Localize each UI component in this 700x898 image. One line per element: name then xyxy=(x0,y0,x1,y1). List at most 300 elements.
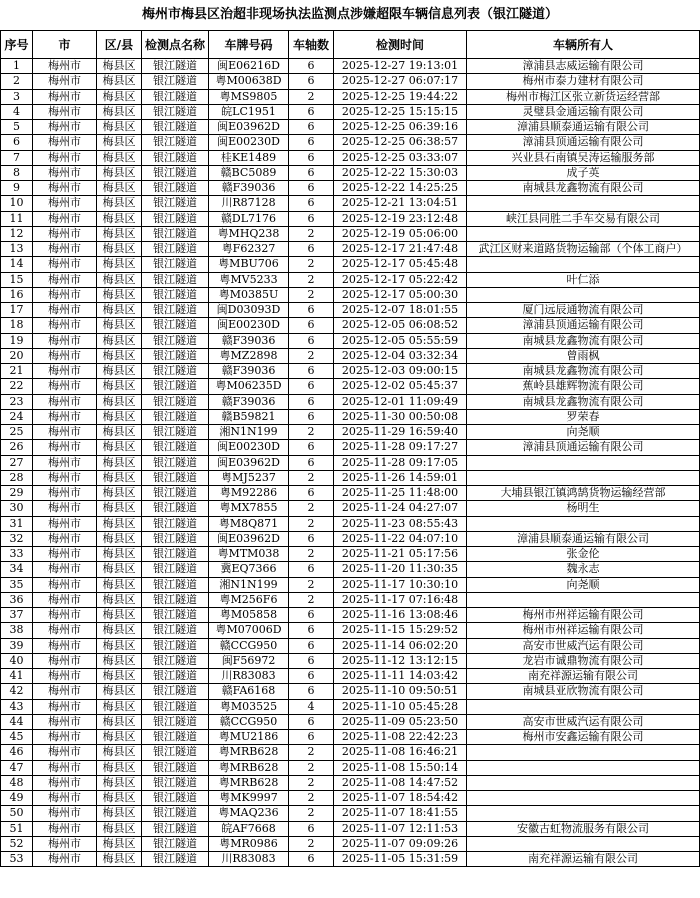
cell-checkpoint: 银江隧道 xyxy=(142,59,209,74)
cell-checkpoint: 银江隧道 xyxy=(142,577,209,592)
cell-plate: 粤M05858 xyxy=(209,608,289,623)
cell-district: 梅县区 xyxy=(97,470,142,485)
table-row xyxy=(1,425,700,440)
cell-index: 15 xyxy=(1,272,33,287)
cell-time: 2025-11-16 13:08:46 xyxy=(334,608,467,623)
table-row xyxy=(1,120,700,135)
cell-axles: 6 xyxy=(289,486,334,501)
cell-time: 2025-11-20 11:30:35 xyxy=(334,562,467,577)
cell-plate: 赣F39036 xyxy=(209,364,289,379)
cell-axles: 6 xyxy=(289,196,334,211)
cell-checkpoint: 银江隧道 xyxy=(142,303,209,318)
cell-owner: 向尧顺 xyxy=(467,577,700,592)
cell-district: 梅县区 xyxy=(97,409,142,424)
cell-owner xyxy=(467,592,700,607)
cell-index: 24 xyxy=(1,409,33,424)
table-row xyxy=(1,165,700,180)
table-row xyxy=(1,699,700,714)
cell-owner: 灵璧县金通运输有限公司 xyxy=(467,104,700,119)
cell-district: 梅县区 xyxy=(97,226,142,241)
cell-checkpoint: 银江隧道 xyxy=(142,730,209,745)
cell-city: 梅州市 xyxy=(33,791,97,806)
cell-checkpoint: 银江隧道 xyxy=(142,501,209,516)
cell-checkpoint: 银江隧道 xyxy=(142,547,209,562)
cell-time: 2025-11-22 04:07:10 xyxy=(334,531,467,546)
cell-checkpoint: 银江隧道 xyxy=(142,608,209,623)
cell-district: 梅县区 xyxy=(97,135,142,150)
cell-district: 梅县区 xyxy=(97,364,142,379)
cell-index: 6 xyxy=(1,135,33,150)
cell-index: 18 xyxy=(1,318,33,333)
cell-index: 31 xyxy=(1,516,33,531)
cell-owner: 高安市世威汽运有限公司 xyxy=(467,714,700,729)
cell-plate: 粤MAQ236 xyxy=(209,806,289,821)
cell-checkpoint: 银江隧道 xyxy=(142,486,209,501)
cell-plate: 赣DL7176 xyxy=(209,211,289,226)
cell-checkpoint: 银江隧道 xyxy=(142,89,209,104)
cell-axles: 6 xyxy=(289,455,334,470)
cell-district: 梅县区 xyxy=(97,455,142,470)
cell-district: 梅县区 xyxy=(97,562,142,577)
cell-time: 2025-11-30 00:50:08 xyxy=(334,409,467,424)
cell-owner xyxy=(467,760,700,775)
cell-plate: 粤MU2186 xyxy=(209,730,289,745)
table-row xyxy=(1,379,700,394)
cell-district: 梅县区 xyxy=(97,577,142,592)
cell-district: 梅县区 xyxy=(97,425,142,440)
cell-owner: 南城县龙鑫物流有限公司 xyxy=(467,333,700,348)
cell-time: 2025-12-21 13:04:51 xyxy=(334,196,467,211)
cell-city: 梅州市 xyxy=(33,181,97,196)
cell-plate: 粤M92286 xyxy=(209,486,289,501)
col-header-index: 序号 xyxy=(1,31,33,59)
cell-plate: 粤MRB628 xyxy=(209,760,289,775)
cell-owner: 漳浦县志威运输有限公司 xyxy=(467,59,700,74)
cell-index: 30 xyxy=(1,501,33,516)
cell-time: 2025-12-03 09:00:15 xyxy=(334,364,467,379)
cell-city: 梅州市 xyxy=(33,425,97,440)
cell-time: 2025-11-10 09:50:51 xyxy=(334,684,467,699)
cell-plate: 粤MBU706 xyxy=(209,257,289,272)
cell-checkpoint: 银江隧道 xyxy=(142,318,209,333)
cell-city: 梅州市 xyxy=(33,714,97,729)
cell-city: 梅州市 xyxy=(33,684,97,699)
cell-owner: 杨明生 xyxy=(467,501,700,516)
cell-axles: 6 xyxy=(289,638,334,653)
cell-district: 梅县区 xyxy=(97,74,142,89)
cell-axles: 6 xyxy=(289,364,334,379)
table-row xyxy=(1,791,700,806)
cell-index: 42 xyxy=(1,684,33,699)
cell-plate: 闽E03962D xyxy=(209,120,289,135)
table-row xyxy=(1,470,700,485)
cell-axles: 6 xyxy=(289,242,334,257)
cell-owner: 峡江县同胜二手车交易有限公司 xyxy=(467,211,700,226)
cell-time: 2025-11-25 11:48:00 xyxy=(334,486,467,501)
cell-owner xyxy=(467,806,700,821)
cell-index: 5 xyxy=(1,120,33,135)
cell-axles: 2 xyxy=(289,745,334,760)
cell-owner: 南城县亚欣物流有限公司 xyxy=(467,684,700,699)
cell-checkpoint: 银江隧道 xyxy=(142,791,209,806)
cell-city: 梅州市 xyxy=(33,211,97,226)
cell-city: 梅州市 xyxy=(33,516,97,531)
cell-axles: 6 xyxy=(289,394,334,409)
table-row xyxy=(1,409,700,424)
cell-owner: 漳浦县顶通运输有限公司 xyxy=(467,135,700,150)
cell-plate: 湘N1N199 xyxy=(209,577,289,592)
cell-owner: 南充祥源运输有限公司 xyxy=(467,852,700,867)
table-body xyxy=(1,59,700,867)
cell-city: 梅州市 xyxy=(33,409,97,424)
cell-time: 2025-11-29 16:59:40 xyxy=(334,425,467,440)
table-row xyxy=(1,287,700,302)
cell-axles: 2 xyxy=(289,592,334,607)
cell-owner: 罗荣春 xyxy=(467,409,700,424)
cell-plate: 粤MRB628 xyxy=(209,745,289,760)
cell-district: 梅县区 xyxy=(97,501,142,516)
table-row xyxy=(1,531,700,546)
cell-plate: 粤F62327 xyxy=(209,242,289,257)
cell-district: 梅县区 xyxy=(97,547,142,562)
cell-checkpoint: 银江隧道 xyxy=(142,775,209,790)
cell-plate: 粤M8Q871 xyxy=(209,516,289,531)
cell-axles: 2 xyxy=(289,89,334,104)
cell-index: 32 xyxy=(1,531,33,546)
cell-time: 2025-12-19 05:06:00 xyxy=(334,226,467,241)
cell-city: 梅州市 xyxy=(33,348,97,363)
cell-time: 2025-11-28 09:17:27 xyxy=(334,440,467,455)
cell-city: 梅州市 xyxy=(33,699,97,714)
cell-owner xyxy=(467,775,700,790)
cell-checkpoint: 银江隧道 xyxy=(142,592,209,607)
table-row xyxy=(1,760,700,775)
cell-axles: 6 xyxy=(289,653,334,668)
cell-city: 梅州市 xyxy=(33,562,97,577)
cell-time: 2025-12-05 06:08:52 xyxy=(334,318,467,333)
cell-city: 梅州市 xyxy=(33,455,97,470)
cell-index: 14 xyxy=(1,257,33,272)
cell-plate: 皖AF7668 xyxy=(209,821,289,836)
cell-plate: 粤MTM038 xyxy=(209,547,289,562)
table-row xyxy=(1,196,700,211)
cell-owner: 南充祥源运输有限公司 xyxy=(467,669,700,684)
cell-time: 2025-11-28 09:17:05 xyxy=(334,455,467,470)
cell-plate: 粤MHQ238 xyxy=(209,226,289,241)
cell-index: 10 xyxy=(1,196,33,211)
cell-city: 梅州市 xyxy=(33,287,97,302)
cell-district: 梅县区 xyxy=(97,592,142,607)
cell-time: 2025-11-08 22:42:23 xyxy=(334,730,467,745)
table-row xyxy=(1,547,700,562)
cell-axles: 6 xyxy=(289,684,334,699)
cell-checkpoint: 银江隧道 xyxy=(142,272,209,287)
cell-district: 梅县区 xyxy=(97,730,142,745)
cell-city: 梅州市 xyxy=(33,730,97,745)
cell-checkpoint: 银江隧道 xyxy=(142,638,209,653)
cell-city: 梅州市 xyxy=(33,364,97,379)
cell-city: 梅州市 xyxy=(33,120,97,135)
cell-axles: 2 xyxy=(289,516,334,531)
cell-district: 梅县区 xyxy=(97,120,142,135)
cell-plate: 粤MS9805 xyxy=(209,89,289,104)
cell-axles: 6 xyxy=(289,730,334,745)
cell-time: 2025-12-02 05:45:37 xyxy=(334,379,467,394)
table-row xyxy=(1,638,700,653)
cell-axles: 2 xyxy=(289,470,334,485)
cell-axles: 6 xyxy=(289,409,334,424)
cell-city: 梅州市 xyxy=(33,531,97,546)
cell-plate: 粤M0385U xyxy=(209,287,289,302)
table-row xyxy=(1,562,700,577)
cell-axles: 2 xyxy=(289,272,334,287)
cell-axles: 6 xyxy=(289,74,334,89)
cell-district: 梅县区 xyxy=(97,257,142,272)
cell-city: 梅州市 xyxy=(33,501,97,516)
cell-checkpoint: 银江隧道 xyxy=(142,562,209,577)
cell-index: 50 xyxy=(1,806,33,821)
cell-index: 19 xyxy=(1,333,33,348)
cell-time: 2025-11-08 15:50:14 xyxy=(334,760,467,775)
cell-owner: 漳浦县顶通运输有限公司 xyxy=(467,440,700,455)
cell-checkpoint: 银江隧道 xyxy=(142,425,209,440)
cell-plate: 闽F56972 xyxy=(209,653,289,668)
cell-index: 12 xyxy=(1,226,33,241)
col-header-city: 市 xyxy=(33,31,97,59)
table-row xyxy=(1,592,700,607)
cell-axles: 2 xyxy=(289,577,334,592)
table-row xyxy=(1,181,700,196)
cell-owner: 成子英 xyxy=(467,165,700,180)
cell-owner: 蕉岭县雄辉物流有限公司 xyxy=(467,379,700,394)
cell-checkpoint: 银江隧道 xyxy=(142,104,209,119)
cell-city: 梅州市 xyxy=(33,608,97,623)
cell-axles: 6 xyxy=(289,852,334,867)
cell-index: 37 xyxy=(1,608,33,623)
cell-city: 梅州市 xyxy=(33,852,97,867)
cell-district: 梅县区 xyxy=(97,745,142,760)
cell-checkpoint: 银江隧道 xyxy=(142,226,209,241)
cell-time: 2025-11-12 13:12:15 xyxy=(334,653,467,668)
cell-district: 梅县区 xyxy=(97,516,142,531)
cell-plate: 赣FA6168 xyxy=(209,684,289,699)
cell-owner xyxy=(467,287,700,302)
cell-index: 26 xyxy=(1,440,33,455)
cell-checkpoint: 银江隧道 xyxy=(142,394,209,409)
cell-axles: 2 xyxy=(289,791,334,806)
cell-index: 7 xyxy=(1,150,33,165)
cell-district: 梅县区 xyxy=(97,714,142,729)
cell-city: 梅州市 xyxy=(33,486,97,501)
cell-owner: 厦门远辰通物流有限公司 xyxy=(467,303,700,318)
cell-owner: 武江区财来道路货物运输部（个体工商户） xyxy=(467,242,700,257)
cell-index: 51 xyxy=(1,821,33,836)
cell-city: 梅州市 xyxy=(33,135,97,150)
table-row xyxy=(1,684,700,699)
cell-district: 梅县区 xyxy=(97,318,142,333)
cell-plate: 闽E03962D xyxy=(209,455,289,470)
cell-city: 梅州市 xyxy=(33,592,97,607)
cell-checkpoint: 银江隧道 xyxy=(142,699,209,714)
cell-axles: 6 xyxy=(289,165,334,180)
cell-checkpoint: 银江隧道 xyxy=(142,531,209,546)
table-row xyxy=(1,821,700,836)
table-row xyxy=(1,455,700,470)
cell-index: 1 xyxy=(1,59,33,74)
cell-city: 梅州市 xyxy=(33,242,97,257)
cell-owner xyxy=(467,455,700,470)
cell-index: 17 xyxy=(1,303,33,318)
cell-index: 21 xyxy=(1,364,33,379)
cell-time: 2025-11-08 14:47:52 xyxy=(334,775,467,790)
cell-plate: 赣B59821 xyxy=(209,409,289,424)
cell-city: 梅州市 xyxy=(33,745,97,760)
cell-district: 梅县区 xyxy=(97,348,142,363)
cell-plate: 赣F39036 xyxy=(209,333,289,348)
cell-district: 梅县区 xyxy=(97,669,142,684)
cell-checkpoint: 银江隧道 xyxy=(142,348,209,363)
cell-city: 梅州市 xyxy=(33,653,97,668)
cell-time: 2025-12-17 05:45:48 xyxy=(334,257,467,272)
cell-plate: 川R83083 xyxy=(209,669,289,684)
cell-checkpoint: 银江隧道 xyxy=(142,257,209,272)
table-row xyxy=(1,775,700,790)
cell-city: 梅州市 xyxy=(33,59,97,74)
cell-district: 梅县区 xyxy=(97,623,142,638)
cell-index: 36 xyxy=(1,592,33,607)
cell-checkpoint: 银江隧道 xyxy=(142,181,209,196)
cell-plate: 冀EQ7366 xyxy=(209,562,289,577)
cell-owner: 梅州市泰力建材有限公司 xyxy=(467,74,700,89)
cell-city: 梅州市 xyxy=(33,836,97,851)
table-row xyxy=(1,318,700,333)
cell-district: 梅县区 xyxy=(97,836,142,851)
cell-checkpoint: 银江隧道 xyxy=(142,440,209,455)
cell-city: 梅州市 xyxy=(33,806,97,821)
table-row xyxy=(1,226,700,241)
cell-plate: 桂KE1489 xyxy=(209,150,289,165)
cell-axles: 6 xyxy=(289,714,334,729)
cell-city: 梅州市 xyxy=(33,577,97,592)
col-header-axles: 车轴数 xyxy=(289,31,334,59)
cell-time: 2025-11-23 08:55:43 xyxy=(334,516,467,531)
cell-owner xyxy=(467,196,700,211)
table-row xyxy=(1,104,700,119)
cell-time: 2025-12-22 15:30:03 xyxy=(334,165,467,180)
cell-axles: 6 xyxy=(289,135,334,150)
cell-city: 梅州市 xyxy=(33,303,97,318)
cell-plate: 闽E00230D xyxy=(209,440,289,455)
cell-index: 28 xyxy=(1,470,33,485)
cell-owner xyxy=(467,791,700,806)
cell-district: 梅县区 xyxy=(97,287,142,302)
cell-plate: 闽E00230D xyxy=(209,318,289,333)
table-header-row xyxy=(1,31,700,59)
cell-checkpoint: 银江隧道 xyxy=(142,379,209,394)
cell-owner xyxy=(467,257,700,272)
cell-plate: 赣BC5089 xyxy=(209,165,289,180)
cell-city: 梅州市 xyxy=(33,104,97,119)
cell-time: 2025-12-27 06:07:17 xyxy=(334,74,467,89)
cell-axles: 6 xyxy=(289,821,334,836)
table-row xyxy=(1,211,700,226)
cell-plate: 粤M07006D xyxy=(209,623,289,638)
cell-checkpoint: 银江隧道 xyxy=(142,806,209,821)
cell-axles: 2 xyxy=(289,806,334,821)
table-row xyxy=(1,730,700,745)
table-row xyxy=(1,745,700,760)
cell-index: 44 xyxy=(1,714,33,729)
vehicle-table xyxy=(0,30,700,867)
cell-checkpoint: 银江隧道 xyxy=(142,653,209,668)
table-row xyxy=(1,59,700,74)
cell-district: 梅县区 xyxy=(97,181,142,196)
table-row xyxy=(1,836,700,851)
cell-axles: 2 xyxy=(289,501,334,516)
cell-axles: 6 xyxy=(289,608,334,623)
cell-time: 2025-12-25 03:33:07 xyxy=(334,150,467,165)
cell-time: 2025-11-07 12:11:53 xyxy=(334,821,467,836)
cell-checkpoint: 银江隧道 xyxy=(142,714,209,729)
cell-axles: 6 xyxy=(289,440,334,455)
table-row xyxy=(1,257,700,272)
cell-index: 41 xyxy=(1,669,33,684)
cell-checkpoint: 银江隧道 xyxy=(142,287,209,302)
cell-checkpoint: 银江隧道 xyxy=(142,455,209,470)
cell-time: 2025-11-09 05:23:50 xyxy=(334,714,467,729)
cell-plate: 粤MRB628 xyxy=(209,775,289,790)
table-row xyxy=(1,242,700,257)
table-row xyxy=(1,333,700,348)
table-row xyxy=(1,486,700,501)
cell-owner: 大埔县银江镇鸿鹄货物运输经营部 xyxy=(467,486,700,501)
cell-district: 梅县区 xyxy=(97,196,142,211)
cell-time: 2025-11-21 05:17:56 xyxy=(334,547,467,562)
cell-city: 梅州市 xyxy=(33,196,97,211)
cell-time: 2025-11-26 14:59:01 xyxy=(334,470,467,485)
cell-city: 梅州市 xyxy=(33,150,97,165)
cell-index: 49 xyxy=(1,791,33,806)
cell-index: 22 xyxy=(1,379,33,394)
table-row xyxy=(1,74,700,89)
table-row xyxy=(1,394,700,409)
cell-checkpoint: 银江隧道 xyxy=(142,333,209,348)
cell-axles: 2 xyxy=(289,760,334,775)
table-row xyxy=(1,852,700,867)
cell-city: 梅州市 xyxy=(33,226,97,241)
cell-checkpoint: 银江隧道 xyxy=(142,74,209,89)
cell-checkpoint: 银江隧道 xyxy=(142,196,209,211)
cell-plate: 粤MJ5237 xyxy=(209,470,289,485)
document-title: 梅州市梅县区治超非现场执法监测点涉嫌超限车辆信息列表（银江隧道） xyxy=(141,7,558,22)
cell-plate: 粤M00638D xyxy=(209,74,289,89)
cell-district: 梅县区 xyxy=(97,379,142,394)
table-row xyxy=(1,577,700,592)
cell-city: 梅州市 xyxy=(33,669,97,684)
cell-owner: 梅州市州祥运输有限公司 xyxy=(467,608,700,623)
cell-axles: 6 xyxy=(289,318,334,333)
cell-district: 梅县区 xyxy=(97,486,142,501)
cell-district: 梅县区 xyxy=(97,242,142,257)
cell-index: 39 xyxy=(1,638,33,653)
cell-index: 9 xyxy=(1,181,33,196)
cell-city: 梅州市 xyxy=(33,775,97,790)
cell-time: 2025-11-24 04:27:07 xyxy=(334,501,467,516)
cell-district: 梅县区 xyxy=(97,821,142,836)
cell-time: 2025-12-25 06:38:57 xyxy=(334,135,467,150)
cell-owner: 曾雨枫 xyxy=(467,348,700,363)
cell-time: 2025-11-11 14:03:42 xyxy=(334,669,467,684)
